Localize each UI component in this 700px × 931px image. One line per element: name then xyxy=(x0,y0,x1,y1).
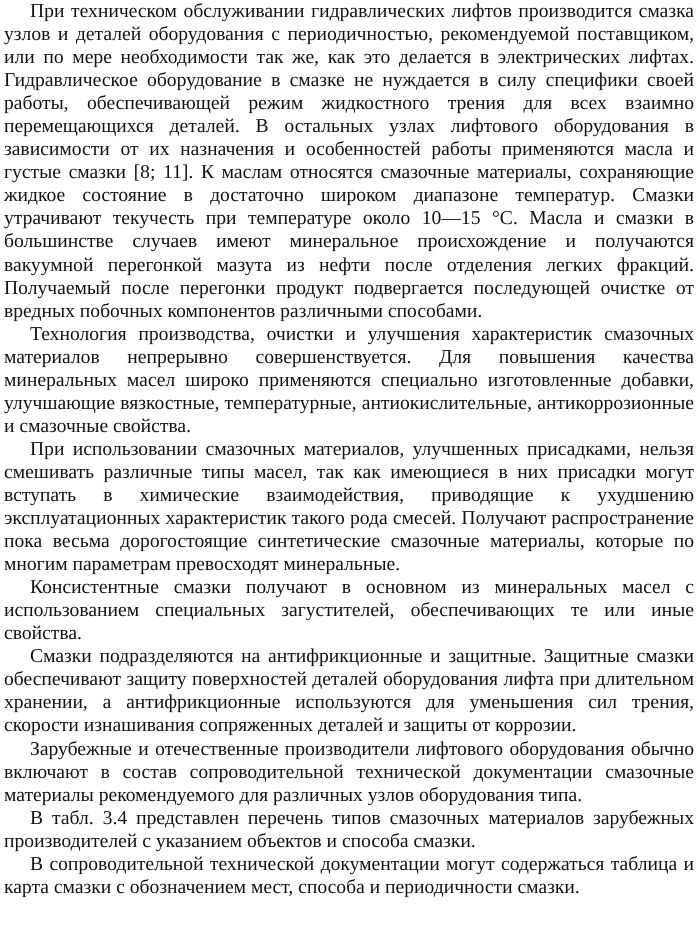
paragraph-hydraulic-lubrication: При техническом обслуживании гидравлических лифтов производится смазка узлов и деталей оборудования с периодичностью, рекомендуемой поставщиком, или по мере необходимости так же, как это делается в электрических лифтах. Гидравлическое оборудование в смазке не нуждается в силу специфики своей работы, обеспечивающей режим жидкостного трения для всех взаимно перемещающихся деталей. В остальных узлах лифтового оборудования в зависимости от их назначения и особенностей работы применяются масла и густые смазки [8; 11]. К маслам относятся смазочные материалы, сохраняющие жидкое состояние в достаточно широком диапазоне температур. Смазки утрачивают текучесть при температуре около 10—15 °С. Масла и смазки в большинстве случаев имеют минеральное происхождение и получаются вакуумной перегонкой мазута из нефти после отделения легких фракций. Получаемый после перегонки продукт подвергается последующей очистке от вредных побочных компонентов различными способами. xyxy=(4,1,694,322)
paragraph-consistent-greases: Консистентные смазки получают в основном из минеральных масел с использованием специальных загустителей, обеспечивающих те или иные свойства. xyxy=(4,577,694,645)
paragraph-grease-types: Смазки подразделяются на антифрикционные и защитные. Защитные смазки обеспечивают защиту поверхностей деталей оборудования лифта при длительном хранении, а антифрикционные используются для уменьшения сил трения, скорости изнашивания сопряженных деталей и защиты от коррозии. xyxy=(4,646,694,737)
paragraph-lubrication-map: В сопроводительной технической документации могут содержаться таблица и карта смазки с обозначением мест, способа и периодичности смазки. xyxy=(4,853,694,898)
document-page xyxy=(4,0,694,899)
paragraph-manufacturers: Зарубежные и отечественные производители лифтового оборудования обычно включают в состав сопроводительной технической документации смазочные материалы рекомендуемого для различных узлов оборудования типа. xyxy=(4,738,694,806)
paragraph-table-reference: В табл. 3.4 представлен перечень типов смазочных материалов зарубежных производителей с указанием объектов и способа смазки. xyxy=(4,807,694,852)
paragraph-additive-oils: При использовании смазочных материалов, улучшенных присадками, нельзя смешивать различные типы масел, так как имеющиеся в них присадки могут вступать в химические взаимодействия, приводящие к ухудшению эксплуатационных характеристик такого рода смесей. Получают распространение пока весьма дорогостоящие синтетические смазочные материалы, которые по многим параметрам превосходят минеральные. xyxy=(4,438,694,576)
paragraph-production-technology: Технология производства, очистки и улучшения характеристик смазочных материалов непрерывно совершенствуется. Для повышения качества минеральных масел широко применяются специально изготовленные добавки, улучшающие вязкостные, температурные, антиокислительные, антикоррозионные и смазочные свойства. xyxy=(4,323,694,437)
